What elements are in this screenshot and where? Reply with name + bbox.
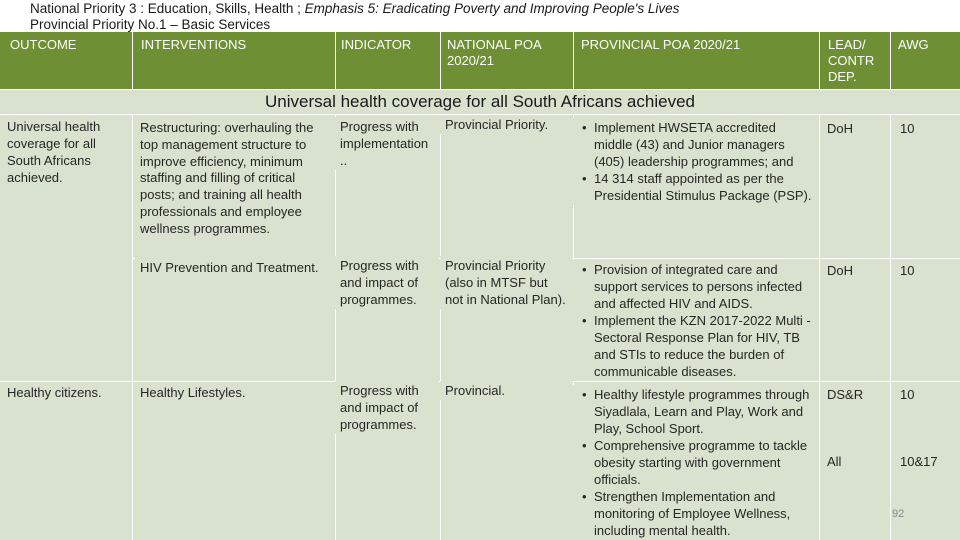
- col-header-awg: AWG: [898, 37, 929, 52]
- row3-lead-secondary: All: [822, 452, 888, 471]
- priority-table: [0, 32, 960, 540]
- row3-intervention: Healthy Lifestyles.: [135, 383, 333, 402]
- header-line-1: [30, 0, 679, 17]
- list-item: • Provision of integrated care and support services to persons infected and affected HIV and AIDS.: [578, 261, 813, 312]
- col-header-indicator: INDICATOR: [341, 37, 412, 52]
- list-item: • Implement the KZN 2017-2022 Multi -Sectoral Response Plan for HIV, TB and STIs to reduce the burden of communicable diseases.: [578, 312, 813, 380]
- row1-intervention: Restructuring: overhauling the top management structure to improve efficiency, minimum staffing and filling of critical posts; and training all health professionals and employee wellness programmes.: [135, 119, 333, 239]
- row1-lead: DoH: [822, 119, 888, 138]
- row1-awg: 10: [895, 119, 955, 138]
- row3-awg-secondary: 10&17: [895, 452, 957, 471]
- section-banner: Universal health coverage for all South Africans achieved: [0, 89, 960, 115]
- list-item: • Implement HWSETA accredited middle (43) and Junior managers (405) leadership programmes; and: [578, 119, 813, 170]
- col-header-lead: LEAD/ CONTR DEP.: [828, 37, 875, 84]
- col-header-national-poa: NATIONAL POA 2020/21: [447, 37, 541, 68]
- row3-national: Provincial.: [440, 381, 572, 400]
- header-line-2: Provincial Priority No.1 – Basic Services: [30, 17, 271, 32]
- page-number: 92: [892, 508, 905, 520]
- row2-national: Provincial Priority (also in MTSF but not in National Plan).: [440, 256, 572, 309]
- row1-national: Provincial Priority.: [440, 115, 572, 134]
- row3-awg: 10: [895, 385, 955, 404]
- row2-indicator: Progress with and impact of programmes.: [335, 256, 439, 309]
- row1-outcome: Universal health coverage for all South Africans achieved.: [2, 117, 130, 187]
- row2-provincial: [573, 260, 818, 381]
- list-item: • 14 314 staff appointed as per the Presidential Stimulus Package (PSP).: [578, 170, 813, 204]
- header-priority: National Priority 3 : Education, Skills, Health ;: [30, 1, 305, 16]
- col-header-outcome: OUTCOME: [10, 37, 77, 52]
- row2-awg: 10: [895, 261, 955, 280]
- header-emphasis: Emphasis 5: Eradicating Poverty and Improving People's Lives: [304, 1, 680, 16]
- row3-lead: DS&R: [822, 385, 888, 404]
- row1-provincial: [573, 118, 818, 205]
- col-header-provincial-poa: PROVINCIAL POA 2020/21: [581, 37, 741, 52]
- row3-indicator: Progress with and impact of programmes.: [335, 381, 439, 434]
- row3-outcome: Healthy citizens.: [2, 383, 130, 402]
- row2-lead: DoH: [822, 261, 888, 280]
- row2-intervention: HIV Prevention and Treatment.: [135, 258, 335, 277]
- col-header-interventions: INTERVENTIONS: [141, 37, 247, 52]
- list-item: • Healthy lifestyle programmes through Siyadlala, Learn and Play, Work and Play, School Sport.: [578, 386, 813, 437]
- list-item: • Comprehensive programme to tackle obesity starting with government officials.: [578, 437, 813, 488]
- row1-indicator: Progress with implementation ..: [335, 117, 439, 170]
- row3-provincial: [573, 385, 818, 540]
- list-item: • Strengthen Implementation and monitoring of Employee Wellness, including mental health.: [578, 488, 813, 539]
